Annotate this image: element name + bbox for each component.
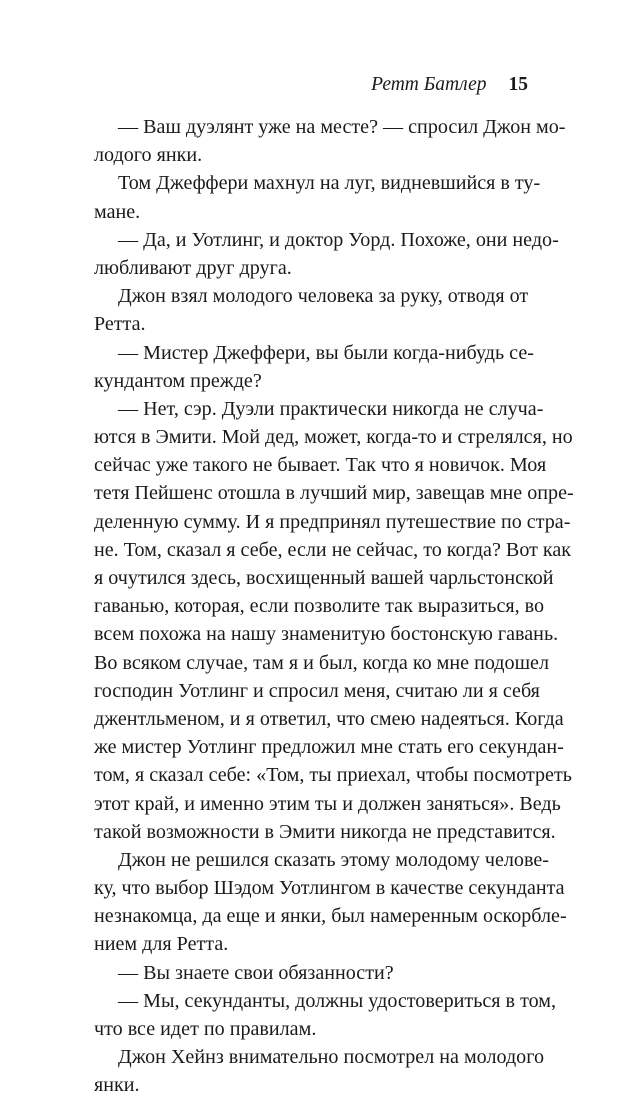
text-line: любливают друг друга. (94, 256, 292, 279)
text-line: — Мистер Джеффери, вы были когда-нибудь се- (118, 341, 534, 364)
text-line: незнакомца, да еще и янки, был намеренным оскорбле- (94, 905, 567, 928)
text-line: господин Уотлинг и спросил меня, считаю ли я себя (94, 679, 540, 702)
text-line: я очутился здесь, восхищенный вашей чарльстонской (94, 567, 554, 589)
text-body (94, 113, 574, 1100)
text-line: тетя Пейшенс отошла в лучший мир, завещав мне опре- (94, 482, 574, 505)
text-line: Том Джеффери махнул на луг, видневшийся в ту- (118, 172, 541, 195)
text-line: ются в Эмити. Мой дед, может, когда-то и стрелялся, но (94, 426, 573, 449)
text-line: же мистер Уотлинг предложил мне стать его секундан- (94, 736, 564, 759)
text-line: лодого янки. (94, 144, 203, 167)
text-line: — Нет, сэр. Дуэли практически никогда не случа- (118, 397, 544, 420)
text-line: Ретта. (94, 313, 146, 336)
text-line: Во всяком случае, там я и был, когда ко мне подошел (94, 651, 549, 674)
text-line: Джон Хейнз внимательно посмотрел на молодого (118, 1046, 545, 1069)
running-head (94, 74, 528, 100)
text-line: мане. (94, 200, 141, 223)
text-line: деленную сумму. И я предпринял путешествие по стра- (94, 510, 571, 533)
text-line: — Да, и Уотлинг, и доктор Уорд. Похоже, они недо- (118, 228, 559, 251)
text-line: Джон не решился сказать этому молодому челове- (118, 848, 549, 871)
text-line: том, я сказал себе: «Том, ты приехал, чтобы посмотреть (94, 764, 572, 787)
text-line: Джон взял молодого человека за руку, отводя от (118, 285, 529, 308)
running-head-title: Ретт Батлер (371, 74, 487, 95)
text-line: кундантом прежде? (94, 369, 262, 392)
text-line: — Мы, секунданты, должны удостовериться в том, (118, 989, 556, 1012)
text-line: всем похожа на нашу знаменитую бостонскую гавань. (94, 623, 559, 646)
text-line: ку, что выбор Шэдом Уотлингом в качестве секунданта (94, 877, 565, 900)
page-number: 15 (508, 74, 528, 95)
text-line: такой возможности в Эмити никогда не представится. (94, 820, 556, 843)
text-line: — Вы знаете свои обязанности? (118, 961, 394, 984)
text-line: не. Том, сказал я себе, если не сейчас, то когда? Вот как (94, 538, 572, 561)
text-line: — Ваш дуэлянт уже на месте? — спросил Джон мо- (118, 116, 566, 138)
text-line: нием для Ретта. (94, 933, 229, 956)
text-line: сейчас уже такого не бывает. Так что я новичок. Моя (94, 454, 547, 477)
text-line: что все идет по правилам. (94, 1018, 317, 1040)
text-line: янки. (94, 1074, 140, 1097)
text-line: джентльменом, и я ответил, что смею надеяться. Когда (94, 707, 564, 730)
text-line: гаванью, которая, если позволите так выразиться, во (94, 595, 545, 618)
text-line: этот край, и именно этим ты и должен заняться». Ведь (94, 792, 561, 815)
